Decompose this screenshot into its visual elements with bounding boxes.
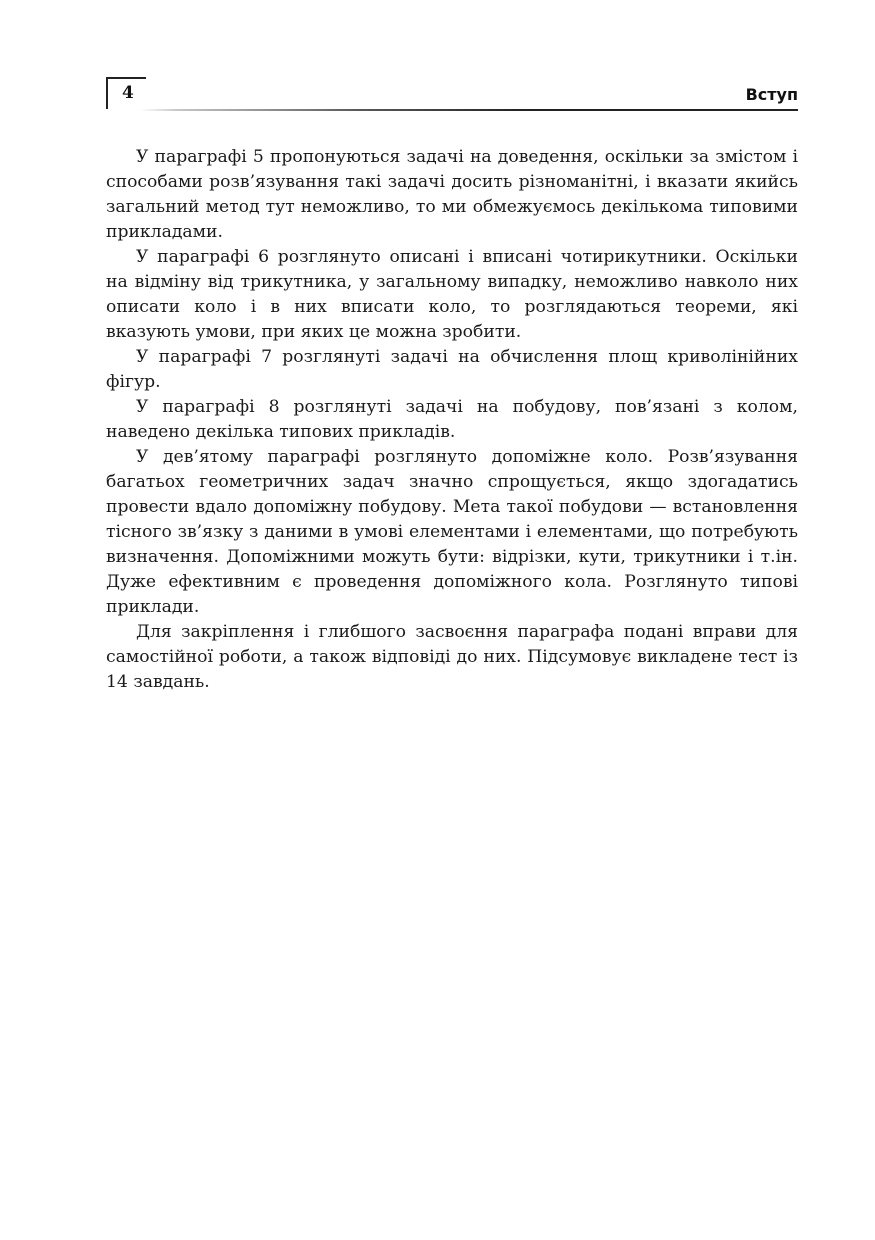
page-header — [106, 77, 798, 111]
paragraph-5: У дев’ятому параграфі розглянуто допоміжне коло. Розв’язування багатьох геометричних задач значно спрощується, якщо здогадатись провести вдало допоміжну побудову. Мета такої побудови — встановлення тісного зв’язку з даними в умові елементами і елементами, що потребують визначення. Допоміжними можуть бути: відрізки, кути, трикутники і т.ін. Дуже ефективним є проведення допоміжного кола. Розглянуто типові приклади. — [106, 447, 798, 617]
paragraph-3: У параграфі 7 розглянуті задачі на обчислення площ криволінійних фігур. — [106, 347, 798, 392]
paragraph-6: Для закріплення і глибшого засвоєння параграфа подані вправи для самостійної роботи, а також відповіді до них. Підсумовує викладене тест із 14 завдань. — [106, 622, 798, 692]
body-text — [106, 145, 798, 695]
header-rule — [106, 109, 798, 111]
section-title: Вступ — [745, 85, 798, 104]
paragraph-4: У параграфі 8 розглянуті задачі на побудову, пов’язані з колом, наведено декілька типових прикладів. — [106, 397, 798, 442]
paragraph-2: У параграфі 6 розглянуто описані і вписані чотирикутники. Оскільки на відміну від трикутника, у загальному випадку, неможливо навколо них описати коло і в них вписати коло, то розглядаються теореми, які вказують умови, при яких це можна зробити. — [106, 247, 798, 342]
page-number: 4 — [122, 83, 134, 103]
paragraph-1: У параграфі 5 пропонуються задачі на доведення, оскільки за змістом і способами розв’язування такі задачі досить різноманітні, і вказати якийсь загальний метод тут неможливо, то ми обмежуємось декількома типовими прикладами. — [106, 147, 798, 242]
